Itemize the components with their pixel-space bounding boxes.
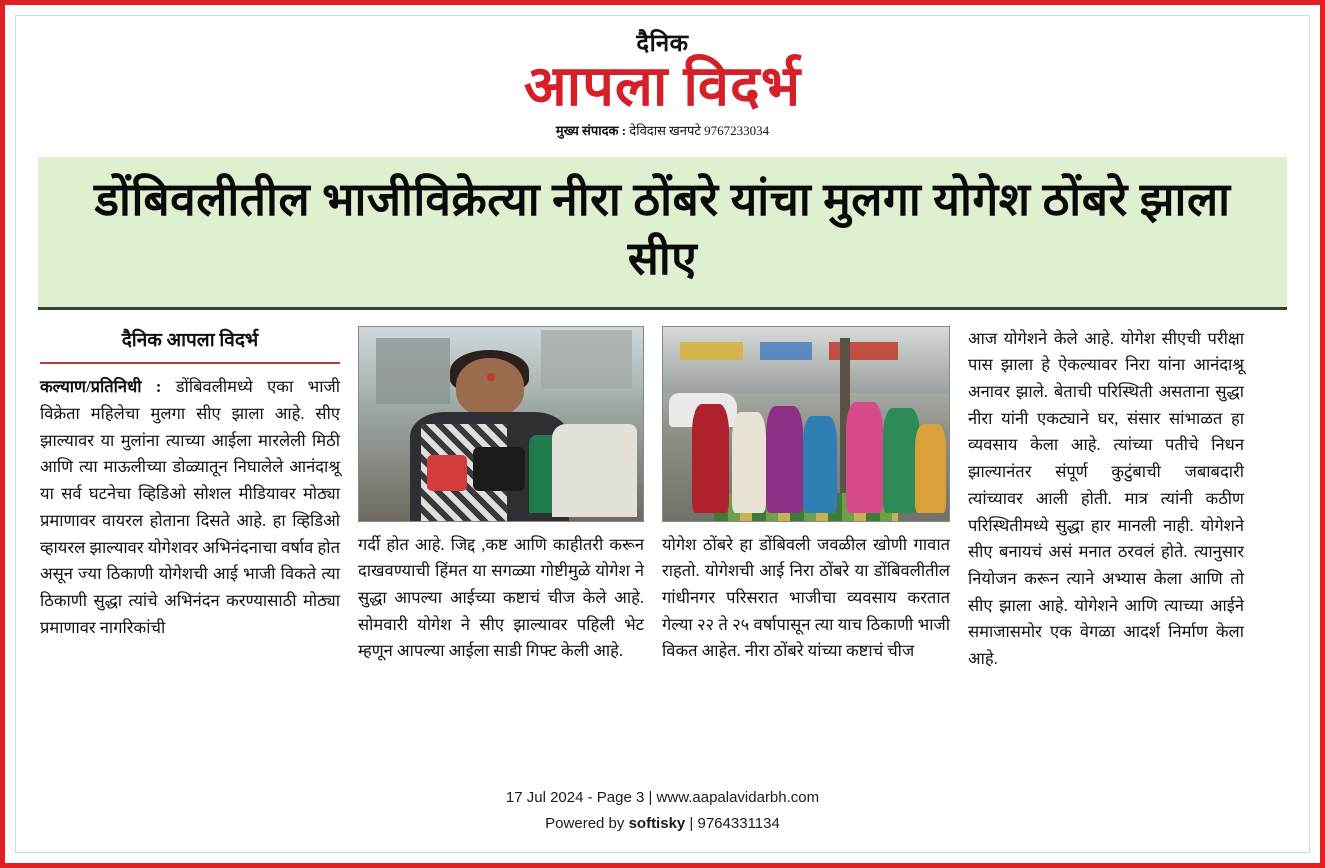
photo-building-left bbox=[376, 338, 450, 404]
masthead-brand-title: आपला विदर्भ bbox=[523, 56, 802, 118]
footer-date-page-site: 17 Jul 2024 - Page 3 | www.aapalavidarbh.com bbox=[505, 789, 820, 806]
column-three bbox=[662, 326, 950, 673]
photo-person-5 bbox=[846, 402, 883, 513]
photo-shop-sign-3 bbox=[829, 342, 898, 359]
street-market-crowd-photo bbox=[662, 326, 950, 522]
photo-person-4 bbox=[803, 416, 837, 513]
article-text-col2: गर्दी होत आहे. जिद्द ,कष्ट आणि काहीतरी करून दाखवण्याची हिंमत या सगळ्या गोष्टीमुळे योगेश ने सुद्धा आपल्या आईच्या कष्टाचं चीज केले आहे. सोमवारी योगेश ने सीए झाल्यावर पहिली भेट म्हणून आपल्या आईला साडी गिफ्ट केली आहे. bbox=[358, 534, 644, 661]
masthead-kicker: दैनिक bbox=[636, 31, 689, 57]
photo-subject-bindi bbox=[487, 373, 495, 381]
footer-powered-by bbox=[16, 811, 1309, 837]
article-text-col1: डोंबिवलीमध्ये एका भाजी विक्रेता महिलेचा मुलगा सीए झाला आहे. सीए झाल्यावर या मुलांना त्याच्या आईला मारलेली मिठी आणि त्या माऊलीच्या डोळ्यातून निघालेले आनंदाश्रू या सर्व घटनेचा व्हिडिओ सोशल मीडियावर मोठ्या प्रमाणावर वायरल होताना दिसते आहे. हा व्हिडिओ व्हायरल झाल्यावर योगेशवर अभिनंदनाचा वर्षाव होत असून ज्या ठिकाणी योगेशची आई भाजी विकते त्या ठिकाणी सुद्धा त्यांचे अभिनंदन करण्यासाठी मोठ्या प्रमाणावर नागरिकांची bbox=[40, 377, 341, 637]
column-two bbox=[358, 326, 644, 673]
page-inner-frame bbox=[15, 15, 1310, 853]
photo-shop-sign-1 bbox=[680, 342, 743, 359]
column-four bbox=[968, 326, 1244, 673]
article-paragraph-one bbox=[40, 374, 340, 641]
dateline: कल्याण/प्रतिनिधी : bbox=[40, 377, 162, 397]
byline: दैनिक आपला विदर्भ bbox=[121, 329, 259, 351]
editor-label: मुख्य संपादक : bbox=[555, 122, 627, 138]
photo-person-7 bbox=[915, 424, 946, 513]
photo-building-right bbox=[541, 330, 632, 388]
vegetable-vendor-interview-photo bbox=[358, 326, 644, 522]
powered-vendor: softisky bbox=[628, 814, 686, 832]
headline-banner bbox=[38, 157, 1287, 310]
masthead bbox=[16, 16, 1309, 139]
photo-subject-face bbox=[456, 358, 524, 416]
page-footer bbox=[16, 785, 1309, 836]
photo-microphone-black bbox=[473, 447, 525, 491]
editor-name-phone: देविदास खनपटे 9767233034 bbox=[629, 122, 770, 138]
masthead-editor-line bbox=[16, 121, 1309, 139]
powered-phone: | 9764331134 bbox=[685, 814, 780, 832]
column-one bbox=[40, 326, 340, 673]
powered-prefix: Powered by bbox=[545, 814, 629, 832]
photo-sack bbox=[552, 424, 637, 517]
article-body bbox=[16, 310, 1309, 673]
photo-person-2 bbox=[732, 412, 766, 513]
photo-microphone-red bbox=[427, 455, 467, 491]
article-text-col4: आज योगेशने केले आहे. योगेश सीएची परीक्षा पास झाला हे ऐकल्यावर निरा यांना आनंदाश्रू अनावर झाले. बेताची परिस्थिती असताना सुद्धा नीरा यांनी एकट्याने घर, संसार सांभाळत हा व्यवसाय केला आहे. त्यांच्या पतीचे निधन झाल्यानंतर संपूर्ण कुटुंबाची जबाबदारी त्यांच्यावर आली होती. मात्र त्यांनी कठीण परिस्थितीमध्ये सुद्धा हार मानली नाही. योगेशने सीए बनायचं असं मनात ठरवलं होते. त्यानुसार नियोजन करून त्याने अभ्यास केला आणि तो सीए झाला आहे. योगेशने आणि त्याच्या आईने समाजासमोर एक वेगळा आदर्श निर्माण केला आहे. bbox=[968, 328, 1244, 669]
article-text-col3: योगेश ठोंबरे हा डोंबिवली जवळील खोणी गावात राहतो. योगेशची आई निरा ठोंबरे या डोंबिवलीतील गांधीनगर परिसरात भाजीचा व्यवसाय करतात गेल्या २२ ते २५ वर्षापासून त्या याच ठिकाणी भाजी विकत आहेत. नीरा ठोंबरे यांच्या कष्टाचं चीज bbox=[662, 534, 950, 661]
photo-shop-sign-2 bbox=[760, 342, 811, 359]
photo-person-1 bbox=[692, 404, 729, 513]
photo-shopfront bbox=[663, 327, 949, 393]
photo-person-3 bbox=[766, 406, 803, 513]
page-title: डोंबिवलीतील भाजीविक्रेत्या नीरा ठोंबरे यांचा मुलगा योगेश ठोंबरे झाला सीए bbox=[94, 173, 1231, 284]
byline-divider bbox=[40, 362, 340, 364]
